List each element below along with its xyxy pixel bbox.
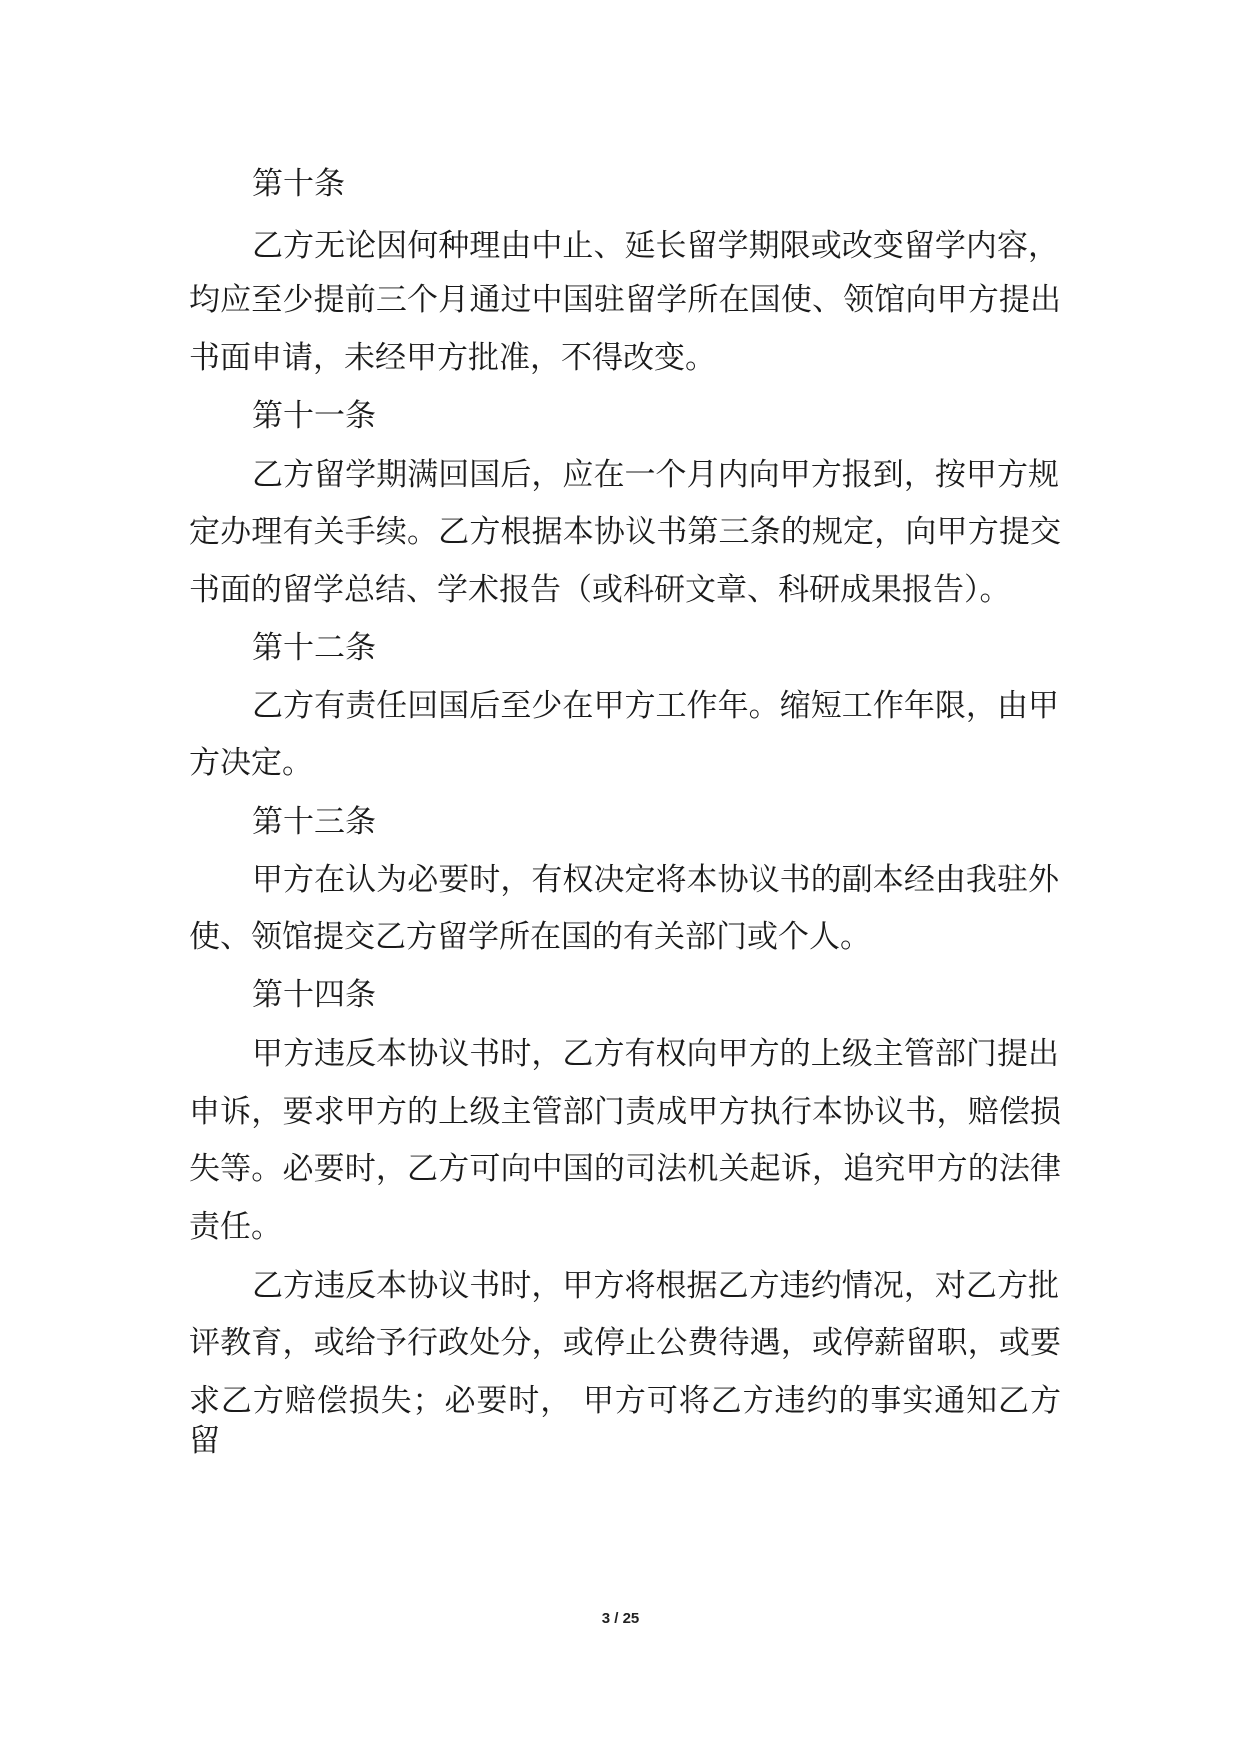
article-14-line-1-text: 甲方违反本协议书时，乙方有权向甲方的上级主管部门提出 <box>252 1036 1059 1072</box>
article-10-line-1-text: 乙方无论因何种理由中止、延长留学期限或改变留学内容， <box>252 228 1059 264</box>
article-11-line-2-text: 定办理有关手续。乙方根据本协议书第三条的规定，向甲方提交 <box>189 514 1061 550</box>
article-10-heading <box>0 164 1241 204</box>
article-11-heading <box>0 396 1241 436</box>
article-10-line-2 <box>0 280 1241 320</box>
article-14-para2-line-1 <box>0 1266 1241 1306</box>
article-13-heading-text: 第十三条 <box>252 804 376 840</box>
article-11-line-1 <box>0 455 1241 495</box>
article-14-heading <box>0 975 1241 1015</box>
article-10-line-1 <box>0 226 1241 266</box>
article-13-line-1-text: 甲方在认为必要时，有权决定将本协议书的副本经由我驻外 <box>252 862 1059 898</box>
article-11-line-1-text: 乙方留学期满回国后，应在一个月内向甲方报到，按甲方规 <box>252 457 1059 493</box>
article-10-line-2-text: 均应至少提前三个月通过中国驻留学所在国使、领馆向甲方提出 <box>189 282 1061 318</box>
article-14-para2-line-3 <box>0 1381 1241 1461</box>
article-12-line-1 <box>0 686 1241 726</box>
article-12-line-2-text: 方决定。 <box>189 745 313 781</box>
article-12-line-1-text: 乙方有责任回国后至少在甲方工作年。缩短工作年限，由甲 <box>252 688 1059 724</box>
article-13-line-1 <box>0 860 1241 900</box>
article-14-heading-text: 第十四条 <box>252 977 376 1013</box>
article-14-para2-line-3-text: 求乙方赔偿损失；必要时， 甲方可将乙方违约的事实通知乙方留 <box>189 1383 1061 1459</box>
article-10-line-3-text: 书面申请，未经甲方批准，不得改变。 <box>189 340 716 376</box>
article-14-line-4-text: 责任。 <box>189 1209 282 1245</box>
article-12-line-2 <box>0 743 1241 783</box>
article-10-line-3 <box>0 338 1241 378</box>
article-14-line-3-text: 失等。必要时，乙方可向中国的司法机关起诉，追究甲方的法律 <box>189 1151 1061 1187</box>
article-11-line-3-text: 书面的留学总结、学术报告（或科研文章、科研成果报告）。 <box>189 572 1011 608</box>
article-13-line-2 <box>0 917 1241 957</box>
article-14-line-1 <box>0 1034 1241 1074</box>
article-14-line-3 <box>0 1149 1241 1189</box>
article-14-line-2 <box>0 1092 1241 1132</box>
article-12-heading <box>0 628 1241 668</box>
article-13-line-2-text: 使、领馆提交乙方留学所在国的有关部门或个人。 <box>189 919 871 955</box>
article-11-line-2 <box>0 512 1241 552</box>
article-14-para2-line-2 <box>0 1323 1241 1363</box>
article-14-para2-line-2-text: 评教育，或给予行政处分，或停止公费待遇，或停薪留职，或要 <box>189 1325 1061 1361</box>
page-number: 3 / 25 <box>601 1610 640 1627</box>
article-13-heading <box>0 802 1241 842</box>
article-11-line-3 <box>0 570 1241 610</box>
article-14-line-2-text: 申诉，要求甲方的上级主管部门责成甲方执行本协议书，赔偿损 <box>189 1094 1061 1130</box>
article-12-heading-text: 第十二条 <box>252 630 376 666</box>
article-14-line-4 <box>0 1207 1241 1247</box>
article-11-heading-text: 第十一条 <box>252 398 376 434</box>
article-10-heading-text: 第十条 <box>252 166 345 202</box>
article-14-para2-line-1-text: 乙方违反本协议书时，甲方将根据乙方违约情况，对乙方批 <box>252 1268 1059 1304</box>
